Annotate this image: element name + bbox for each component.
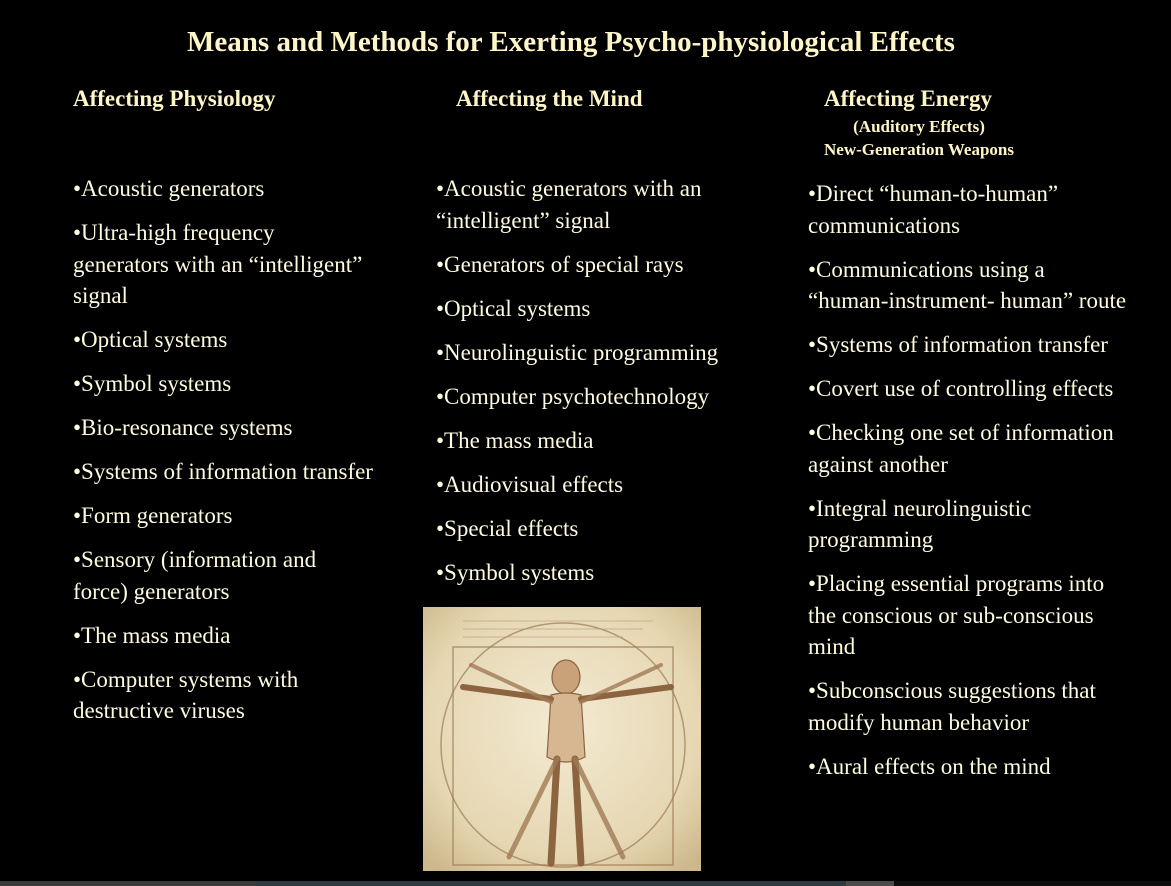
list-item: •Computer systems with destructive viruses (73, 666, 299, 723)
list-item: •Systems of information transfer (73, 459, 373, 484)
scrollbar-thumb[interactable] (846, 881, 894, 886)
list-item: •Computer psychotechnology (436, 383, 710, 409)
list-item: •Covert use of controlling effects (808, 376, 1114, 401)
heading-affecting-physiology: Affecting Physiology (73, 86, 276, 111)
list-item: •Placing essential programs into the conscious or sub-conscious mind (808, 571, 1105, 659)
list-item: •Symbol systems (73, 371, 232, 396)
list-item: •Generators of special rays (436, 251, 684, 277)
vitruvian-man-image (423, 607, 701, 871)
list-item: •Acoustic generators with an “intelligent” signal (436, 176, 702, 233)
heading-affecting-mind: Affecting the Mind (456, 86, 643, 111)
list-affecting-energy (808, 178, 1128, 795)
list-item: •Subconscious suggestions that modify human behavior (808, 678, 1096, 735)
list-item: •Special effects (436, 515, 579, 541)
list-item: •Integral neurolinguistic programming (808, 495, 1032, 552)
list-item: •Ultra-high frequency generators with an “intelligent” signal (73, 220, 363, 308)
list-item: •Audiovisual effects (436, 471, 624, 497)
vitruvian-man-drawing (423, 607, 701, 871)
list-item: •Acoustic generators (73, 176, 265, 201)
scrollbar-track[interactable] (256, 881, 846, 886)
list-affecting-physiology (73, 173, 373, 739)
list-affecting-mind (436, 173, 766, 601)
list-item: •The mass media (436, 427, 594, 453)
list-item: •Form generators (73, 503, 233, 528)
scrollbar-segment (0, 881, 256, 886)
list-item: •Optical systems (73, 327, 228, 352)
subheading-new-generation-weapons: New-Generation Weapons (824, 140, 1014, 159)
list-item: •Bio-resonance systems (73, 415, 293, 440)
slide-title: Means and Methods for Exerting Psycho-physiological Effects (187, 26, 955, 58)
list-item: •Communications using a “human-instrument- human” route (808, 256, 1127, 313)
heading-affecting-energy: Affecting Energy (824, 86, 992, 111)
list-item: •Sensory (information and force) generators (73, 547, 317, 604)
list-item: •Checking one set of information against another (808, 420, 1114, 477)
list-item: •Systems of information transfer (808, 332, 1108, 357)
subheading-auditory-effects: (Auditory Effects) (853, 117, 985, 136)
list-item: •Aural effects on the mind (808, 753, 1051, 779)
list-item: •Direct “human-to-human” communications (808, 181, 1059, 238)
list-item: •Optical systems (436, 295, 591, 321)
list-item: •Symbol systems (436, 559, 595, 585)
list-item: •The mass media (73, 622, 231, 648)
bottom-scrollbar[interactable] (0, 881, 1171, 886)
list-item: •Neurolinguistic programming (436, 339, 719, 365)
